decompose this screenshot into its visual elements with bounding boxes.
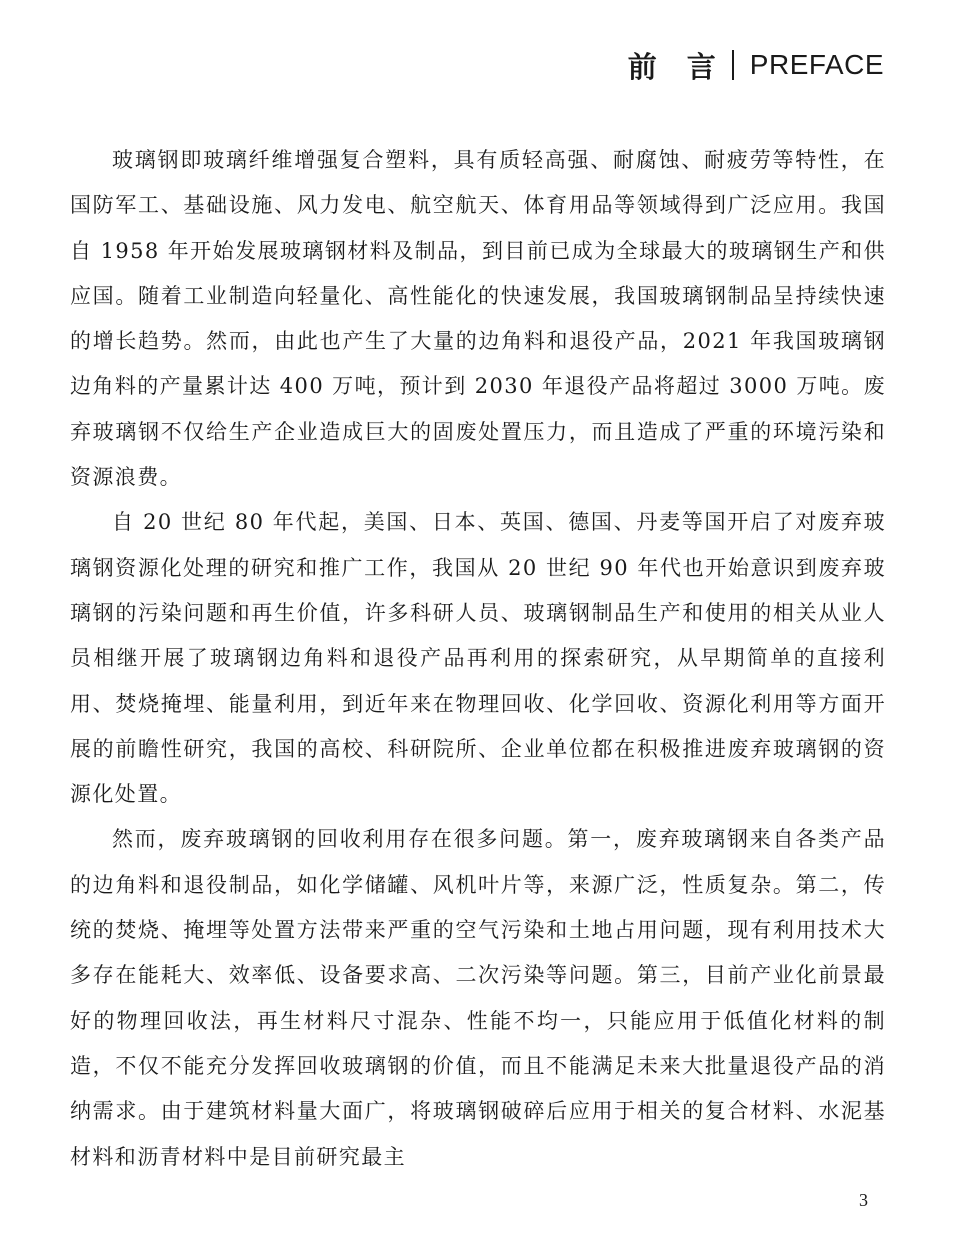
body-text — [70, 138, 886, 1180]
paragraph: 玻璃钢即玻璃纤维增强复合塑料，具有质轻高强、耐腐蚀、耐疲劳等特性，在国防军工、基础设施、风力发电、航空航天、体育用品等领域得到广泛应用。我国自 1958 年开始发展玻璃钢材料及制品，到目前已成为全球最大的玻璃钢生产和供应国。随着工业制造向轻量化、高性能化的快速发展，我国玻璃钢制品呈持续快速的增长趋势。然而，由此也产生了大量的边角料和退役产品，2021 年我国玻璃钢边角料的产量累计达 400 万吨，预计到 2030 年退役产品将超过 3000 万吨。废弃玻璃钢不仅给生产企业造成巨大的固废处置压力，而且造成了严重的环境污染和资源浪费。 — [70, 148, 886, 490]
page-header — [628, 40, 884, 90]
page-number: 3 — [859, 1190, 868, 1210]
paragraph: 自 20 世纪 80 年代起，美国、日本、英国、德国、丹麦等国开启了对废弃玻璃钢资源化处理的研究和推广工作，我国从 20 世纪 90 年代也开始意识到废弃玻璃钢的污染问题和再生价值，许多科研人员、玻璃钢制品生产和使用的相关从业人员相继开展了玻璃钢边角料和退役产品再利用的探索研究，从早期简单的直接利用、焚烧掩埋、能量利用，到近年来在物理回收、化学回收、资源化利用等方面开展的前瞻性研究，我国的高校、科研院所、企业单位都在积极推进废弃玻璃钢的资源化处置。 — [70, 510, 886, 807]
header-title-en: PREFACE — [749, 49, 884, 80]
paragraph: 然而，废弃玻璃钢的回收利用存在很多问题。第一，废弃玻璃钢来自各类产品的边角料和退役制品，如化学储罐、风机叶片等，来源广泛，性质复杂。第二，传统的焚烧、掩埋等处置方法带来严重的空气污染和土地占用问题，现有利用技术大多存在能耗大、效率低、设备要求高、二次污染等问题。第三，目前产业化前景最好的物理回收法，再生材料尺寸混杂、性能不均一，只能应用于低值化材料的制造，不仅不能充分发挥回收玻璃钢的价值，而且不能满足未来大批量退役产品的消纳需求。由于建筑材料量大面广，将玻璃钢破碎后应用于相关的复合材料、水泥基材料和沥青材料中是目前研究最主 — [70, 827, 886, 1169]
header-title-cn: 前 言 — [627, 49, 726, 84]
header-divider — [732, 50, 734, 80]
